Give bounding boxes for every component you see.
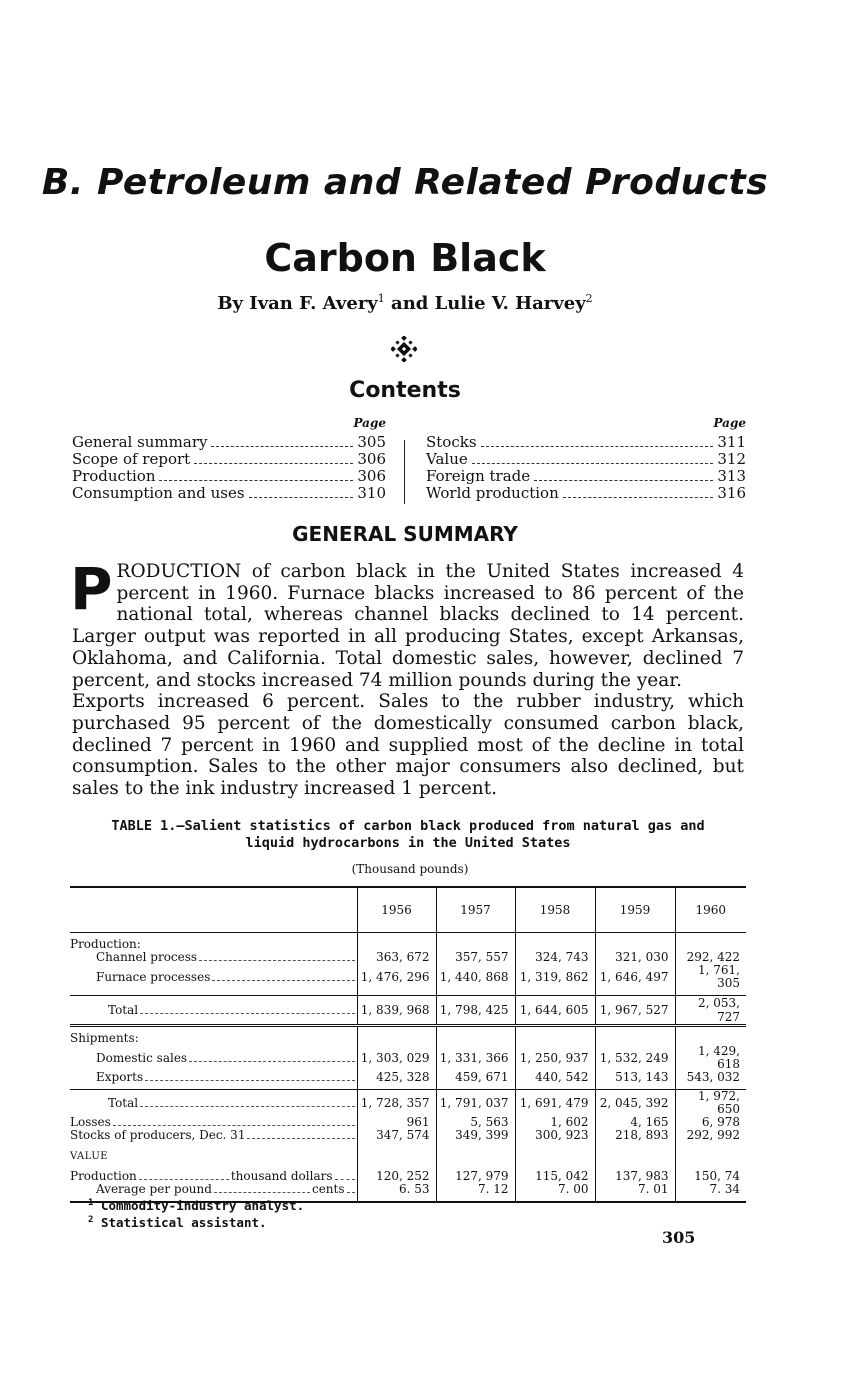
table-cell: 292, 992 xyxy=(675,1129,746,1142)
table-cell: 513, 143 xyxy=(595,1071,675,1084)
row-label: Losses xyxy=(70,1115,111,1129)
table-row xyxy=(70,1142,746,1170)
table-cell: 127, 979 xyxy=(436,1170,515,1183)
toc-entry[interactable]: Consumption and uses 310 xyxy=(72,484,386,502)
table-header-row xyxy=(70,887,746,933)
row-label: Total xyxy=(108,1003,139,1017)
table-row xyxy=(70,951,746,964)
table-cell: 1, 331, 366 xyxy=(436,1045,515,1071)
value-subheading: VALUE xyxy=(70,1150,109,1162)
table-caption: TABLE 1.—Salient statistics of carbon black produced from natural gas and liquid hydrocarbons in the United States xyxy=(111,818,705,851)
general-summary-heading: GENERAL SUMMARY xyxy=(292,522,518,546)
toc-page-label: Page xyxy=(353,416,386,430)
footnotes xyxy=(88,1196,304,1230)
table-cell: 1, 839, 968 xyxy=(357,996,436,1026)
table-cell: 1, 303, 029 xyxy=(357,1045,436,1071)
table-cell: 321, 030 xyxy=(595,951,675,964)
column-header: 1957 xyxy=(436,887,515,933)
table-cell: 349, 399 xyxy=(436,1129,515,1142)
table-row xyxy=(70,996,746,1026)
column-header: 1958 xyxy=(515,887,595,933)
row-label: Production xyxy=(70,1169,137,1183)
table-cell: 425, 328 xyxy=(357,1071,436,1084)
table-cell: 120, 252 xyxy=(357,1170,436,1183)
table-cell: 357, 557 xyxy=(436,951,515,964)
table-cell: 1, 972, 650 xyxy=(675,1090,746,1117)
table-cell: 1, 646, 497 xyxy=(595,964,675,990)
table-cell: 5, 563 xyxy=(436,1116,515,1129)
toc-entry[interactable]: General summary 305 xyxy=(72,433,386,451)
table-cell: 459, 671 xyxy=(436,1071,515,1084)
footnote-ref-2[interactable]: 2 xyxy=(585,292,593,305)
table-cell: 7. 01 xyxy=(595,1183,675,1196)
row-label: Average per pound xyxy=(96,1182,212,1196)
author-1: By Ivan F. Avery xyxy=(217,293,378,314)
table-cell: 1, 429, 618 xyxy=(675,1045,746,1071)
row-label: Channel process xyxy=(96,950,198,964)
toc-entry[interactable]: Value 312 xyxy=(426,450,746,468)
page-number: 305 xyxy=(662,1228,696,1247)
table-cell: 543, 032 xyxy=(675,1071,746,1084)
column-header: 1960 xyxy=(675,887,746,933)
row-label: Furnace processes xyxy=(96,969,211,984)
table-cell: 6, 978 xyxy=(675,1116,746,1129)
toc-entry[interactable]: Production 306 xyxy=(72,467,386,485)
footnote: $^1$ Commodity-industry analyst. xyxy=(88,1198,305,1214)
byline xyxy=(0,292,810,314)
toc-entry[interactable]: Foreign trade 313 xyxy=(426,467,746,485)
chapter-title: Carbon Black xyxy=(264,236,546,280)
footnote-ref-1[interactable]: 1 xyxy=(377,292,385,305)
toc-right xyxy=(426,416,746,502)
row-label: Stocks of producers, Dec. 31 xyxy=(70,1128,246,1142)
row-label: Total xyxy=(108,1095,139,1110)
table-cell: 1, 691, 479 xyxy=(515,1090,595,1117)
table-cell: 1, 440, 868 xyxy=(436,964,515,990)
table-cell: 961 xyxy=(357,1116,436,1129)
toc-entry[interactable]: World production 316 xyxy=(426,484,746,502)
table-cell: 1, 532, 249 xyxy=(595,1045,675,1071)
toc-entry[interactable]: Scope of report 306 xyxy=(72,450,386,468)
table-cell: 6. 53 xyxy=(357,1183,436,1196)
toc-left xyxy=(72,416,386,502)
column-header: 1956 xyxy=(357,887,436,933)
table-cell: 2, 045, 392 xyxy=(595,1090,675,1117)
table-cell: 7. 12 xyxy=(436,1183,515,1196)
table-row xyxy=(70,1129,746,1142)
row-unit: thousand dollars xyxy=(230,1169,333,1183)
table-cell: 4, 165 xyxy=(595,1116,675,1129)
table-cell: 1, 798, 425 xyxy=(436,996,515,1026)
row-unit: cents xyxy=(311,1182,345,1196)
toc-divider xyxy=(404,440,405,504)
row-label: Shipments: xyxy=(70,1031,139,1045)
toc-entry[interactable]: Stocks 311 xyxy=(426,433,746,451)
table-cell: 324, 743 xyxy=(515,951,595,964)
footnote: $^2$ Statistical assistant. xyxy=(88,1215,267,1231)
table-cell: 300, 923 xyxy=(515,1129,595,1142)
summary-paragraph: Exports increased 6 percent. Sales to the rubber industry, which purchased 95 percent of the domestically consumed carbon black, declined 7 percent in 1960 and supplied most of the decline in total consumption. Sales to the other major consumers also declined, but sales to the ink industry increased 1 percent. xyxy=(72,691,744,800)
table-cell: 1, 644, 605 xyxy=(515,996,595,1026)
table-cell: 1, 476, 296 xyxy=(357,964,436,990)
table-cell: 1, 250, 937 xyxy=(515,1045,595,1071)
table-cell: 440, 542 xyxy=(515,1071,595,1084)
general-summary-body xyxy=(70,555,744,800)
table-row xyxy=(70,1045,746,1071)
table-cell: 1, 967, 527 xyxy=(595,996,675,1026)
table-cell: 115, 042 xyxy=(515,1170,595,1183)
table-cell: 363, 672 xyxy=(357,951,436,964)
table-cell: 1, 791, 037 xyxy=(436,1090,515,1117)
table-cell: 1, 319, 862 xyxy=(515,964,595,990)
table-row xyxy=(70,964,746,990)
table-cell: 150, 74 xyxy=(675,1170,746,1183)
table-cell: 292, 422 xyxy=(675,951,746,964)
table-row xyxy=(70,1090,746,1117)
table-cell: 2, 053, 727 xyxy=(675,996,746,1026)
row-label: Exports xyxy=(96,1070,144,1084)
salient-statistics-table xyxy=(70,886,746,1203)
table-cell: 7. 00 xyxy=(515,1183,595,1196)
table-units: (Thousand pounds) xyxy=(351,862,469,876)
table-row xyxy=(70,1183,746,1196)
table-row xyxy=(70,1032,746,1045)
table-cell: 7. 34 xyxy=(675,1183,746,1196)
section-heading: B. Petroleum and Related Products xyxy=(41,162,769,203)
summary-paragraph: PRODUCTION of carbon black in the United States increased 4 percent in 1960. Furnace blacks increased to 86 percent of the national total, whereas channel blacks declined to 14 percent. Larger output was reported in all producing States, except Arkansas, Oklahoma, and California. Total domestic sales, however, declined 7 percent, and stocks increased 74 million pounds during the year. xyxy=(70,555,744,691)
table-row xyxy=(70,1071,746,1084)
row-label: Domestic sales xyxy=(96,1050,188,1065)
table-cell: 1, 602 xyxy=(515,1116,595,1129)
table-cell: 1, 761, 305 xyxy=(675,964,746,990)
column-header: 1959 xyxy=(595,887,675,933)
toc-page-label: Page xyxy=(713,416,746,430)
table-cell: 218, 893 xyxy=(595,1129,675,1142)
table-cell: 347, 574 xyxy=(357,1129,436,1142)
table-cell: 137, 983 xyxy=(595,1170,675,1183)
contents-title: Contents xyxy=(349,378,461,403)
table-cell: 1, 728, 357 xyxy=(357,1090,436,1117)
ornament-icon xyxy=(391,336,417,362)
row-label: Production: xyxy=(70,937,141,951)
author-2: and Lulie V. Harvey xyxy=(391,293,586,314)
drop-cap: P xyxy=(70,555,113,623)
